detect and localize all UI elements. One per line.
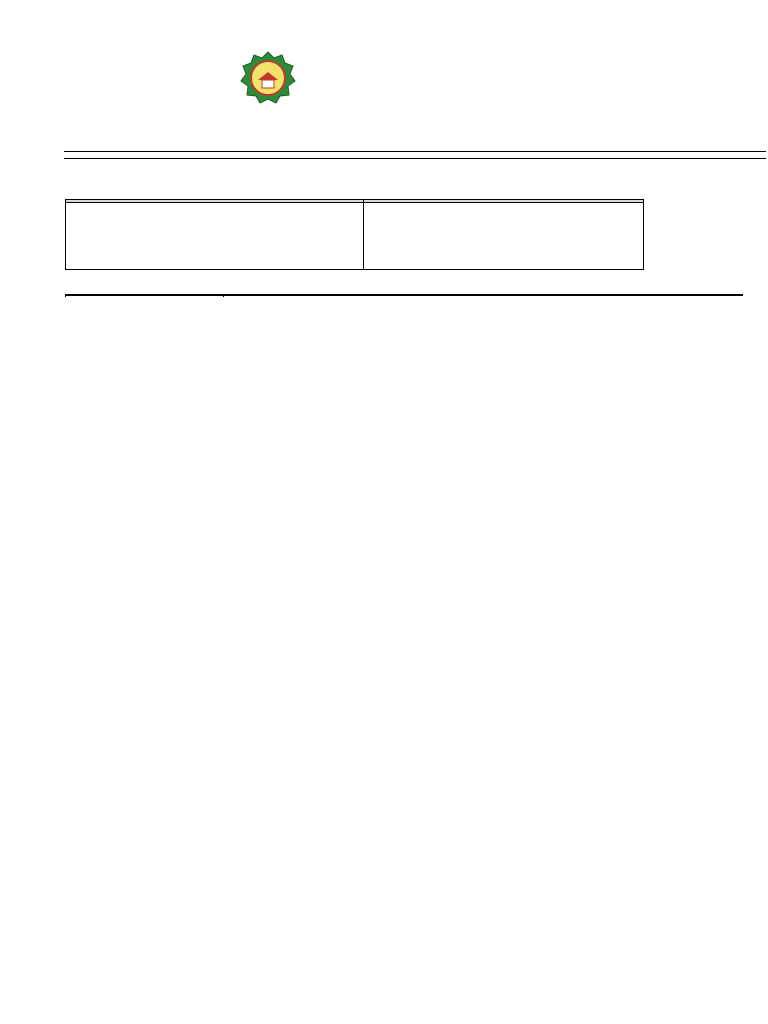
ki3-text xyxy=(66,203,364,270)
kd-header xyxy=(66,295,224,296)
theme-6-header xyxy=(428,295,506,296)
theme-7-header xyxy=(506,295,584,296)
header-divider-top xyxy=(64,151,766,152)
theme-8-header xyxy=(585,295,663,296)
indikator-header xyxy=(223,295,428,296)
theme-9-header xyxy=(663,295,742,296)
school-logo xyxy=(240,50,296,106)
mapping-table-top xyxy=(65,294,743,296)
header-divider-bottom xyxy=(64,158,766,159)
kompetensi-inti-table xyxy=(65,199,644,270)
ki4-text xyxy=(364,203,644,270)
